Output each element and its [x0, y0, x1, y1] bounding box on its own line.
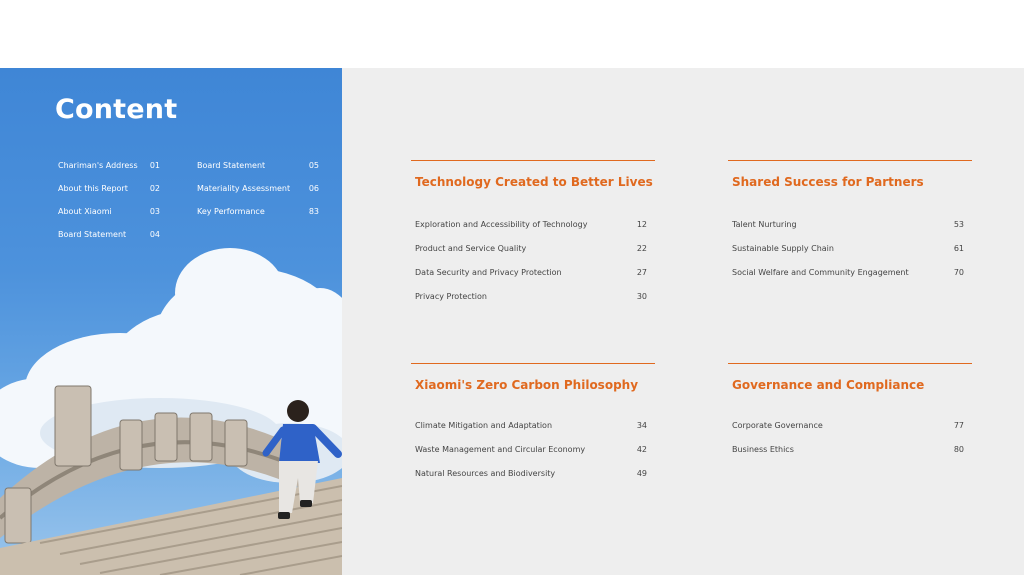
toc-entry-page: 22: [636, 244, 647, 253]
toc-entry-about-this-report[interactable]: [58, 184, 160, 207]
toc-entry-label: About this Report: [58, 184, 128, 193]
toc-entry-label: Natural Resources and Biodiversity: [415, 469, 556, 478]
section-list: [732, 421, 964, 469]
toc-entry-page: 30: [636, 292, 647, 301]
top-band: [0, 0, 1024, 68]
toc-entry[interactable]: [732, 445, 964, 469]
toc-entry-page: 01: [149, 161, 160, 170]
toc-entry[interactable]: [415, 421, 647, 445]
toc-entry[interactable]: [415, 244, 647, 268]
toc-entry[interactable]: [415, 220, 647, 244]
toc-entry-page: 77: [953, 421, 964, 430]
section-technology: [411, 160, 655, 301]
hero-panel: [0, 68, 342, 575]
toc-entry-page: 80: [953, 445, 964, 454]
toc-entry-materiality-assessment[interactable]: [197, 184, 319, 207]
hero-toc-column-1: [58, 161, 160, 253]
toc-entry[interactable]: [415, 445, 647, 469]
toc-entry-page: 06: [308, 184, 319, 193]
toc-entry-label: Exploration and Accessibility of Technology: [415, 220, 588, 229]
section-divider: [728, 363, 972, 364]
toc-entry-page: 70: [953, 268, 964, 277]
hero-toc-column-2: [197, 161, 319, 230]
section-partners: [728, 160, 972, 277]
toc-entry-label: Product and Service Quality: [415, 244, 527, 253]
toc-entry-label: Key Performance: [197, 207, 265, 216]
toc-entry-board-statement[interactable]: [58, 230, 160, 253]
toc-entry[interactable]: [732, 220, 964, 244]
section-divider: [411, 363, 655, 364]
page-title: Content: [55, 94, 178, 125]
toc-entry-page: 42: [636, 445, 647, 454]
section-divider: [728, 160, 972, 161]
toc-entry-page: 53: [953, 220, 964, 229]
section-zero-carbon: [411, 363, 655, 478]
toc-entry-label: Corporate Governance: [732, 421, 823, 430]
section-title: Governance and Compliance: [732, 378, 925, 392]
toc-entry-label: Talent Nurturing: [732, 220, 797, 229]
toc-entry-label: Board Statement: [58, 230, 127, 239]
toc-entry-about-xiaomi[interactable]: [58, 207, 160, 230]
toc-entry-page: 49: [636, 469, 647, 478]
toc-panel: [342, 68, 1024, 575]
hero-photo: [0, 68, 342, 575]
toc-entry[interactable]: [732, 421, 964, 445]
toc-entry-page: 27: [636, 268, 647, 277]
section-title: Xiaomi's Zero Carbon Philosophy: [415, 378, 639, 392]
toc-entry-page: 02: [149, 184, 160, 193]
toc-entry-label: About Xiaomi: [58, 207, 112, 216]
toc-entry-page: 05: [308, 161, 319, 170]
toc-entry-label: Sustainable Supply Chain: [732, 244, 834, 253]
toc-entry-label: Privacy Protection: [415, 292, 487, 301]
section-list: [732, 220, 964, 292]
toc-entry-chairmans-address[interactable]: [58, 161, 160, 184]
section-title: Technology Created to Better Lives: [415, 175, 653, 189]
section-divider: [411, 160, 655, 161]
toc-entry[interactable]: [415, 292, 647, 316]
toc-entry-page: 04: [149, 230, 160, 239]
section-list: [415, 220, 647, 316]
toc-entry-page: 12: [636, 220, 647, 229]
toc-entry-page: 03: [149, 207, 160, 216]
toc-entry-page: 61: [953, 244, 964, 253]
toc-entry[interactable]: [415, 268, 647, 292]
toc-entry-page: 83: [308, 207, 319, 216]
toc-entry-label: Board Statement: [197, 161, 266, 170]
toc-entry[interactable]: [732, 244, 964, 268]
toc-entry[interactable]: [732, 268, 964, 292]
toc-entry-board-statement-2[interactable]: [197, 161, 319, 184]
toc-entry-label: Social Welfare and Community Engagement: [732, 268, 909, 277]
toc-entry-label: Data Security and Privacy Protection: [415, 268, 562, 277]
toc-entry-label: Chariman's Address: [58, 161, 138, 170]
toc-entry-label: Climate Mitigation and Adaptation: [415, 421, 553, 430]
toc-entry-key-performance[interactable]: [197, 207, 319, 230]
toc-entry-label: Business Ethics: [732, 445, 794, 454]
toc-entry-label: Materiality Assessment: [197, 184, 291, 193]
toc-entry-page: 34: [636, 421, 647, 430]
section-governance: [728, 363, 972, 454]
section-list: [415, 421, 647, 493]
toc-entry-label: Waste Management and Circular Economy: [415, 445, 586, 454]
section-title: Shared Success for Partners: [732, 175, 924, 189]
toc-entry[interactable]: [415, 469, 647, 493]
